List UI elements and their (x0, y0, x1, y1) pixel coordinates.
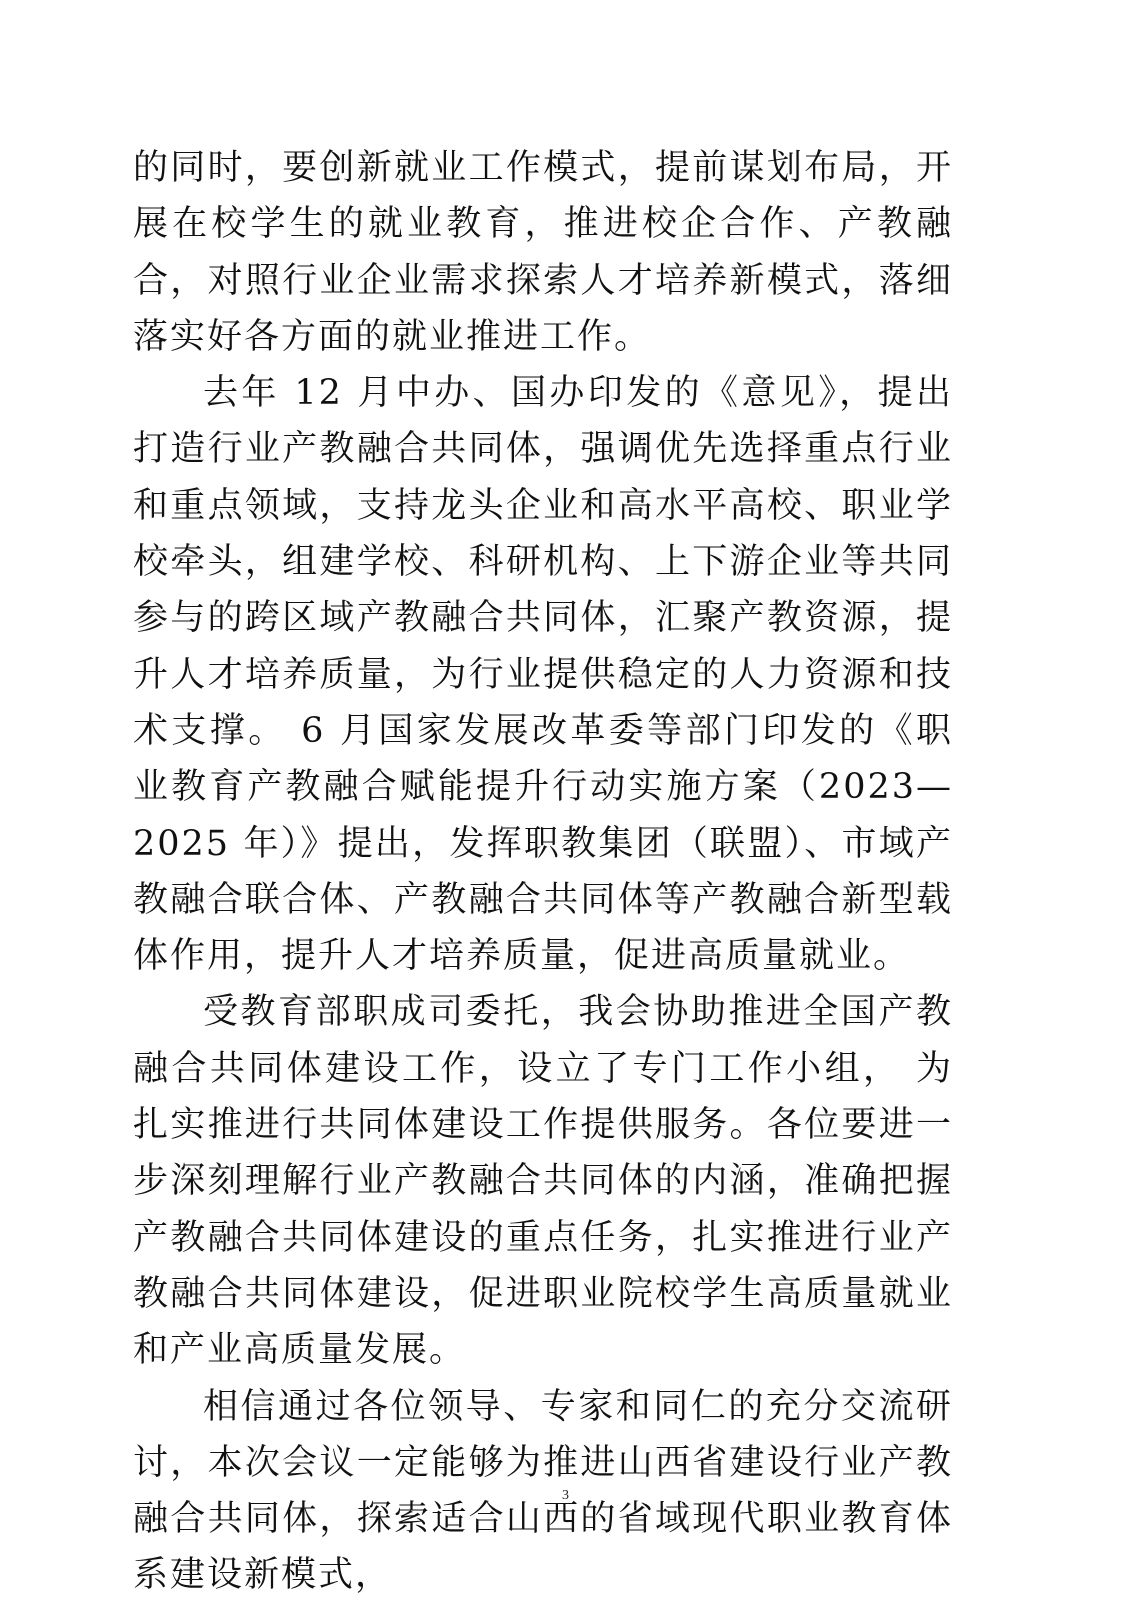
paragraph-ministry-commission: 受教育部职成司委托，我会协助推进全国产教融合共同体建设工作，设立了专门工作小组， 为扎实推进行共同体建设工作提供服务。各位要进一步深刻理解行业产教融合共同体的内涵，准确把握产教融合共同体建设的重点任务，扎实推进行业产教融合共同体建设，促进职业院校学生高质量就业和产业高质量发展。 (133, 992, 953, 1371)
page-number: 3 (562, 1488, 569, 1503)
paragraph-policy-opinions: 去年 12 月中办、国办印发的《意见》，提出打造行业产教融合共同体，强调优先选择重点行业和重点领域，支持龙头企业和高水平高校、职业学校牵头，组建学校、科研机构、上下游企业等共同参与的跨区域产教融合共同体，汇聚产教资源，提升人才培养质量，为行业提供稳定的人力资源和技术支撑。 6 月国家发展改革委等部门印发的《职业教育产教融合赋能提升行动实施方案（2023—2025 年）》提出，发挥职教集团（联盟）、市域产教融合联合体、产教融合共同体等产教融合新型载体作用，提升人才培养质量，促进高质量就业。 (133, 373, 953, 977)
paragraph-conclusion: 相信通过各位领导、专家和同仁的充分交流研讨，本次会议一定能够为推进山西省建设行业产教融合共同体，探索适合山西的省域现代职业教育体系建设新模式， (133, 1386, 953, 1596)
paragraph-continuation: 的同时，要创新就业工作模式，提前谋划布局，开展在校学生的就业教育，推进校企合作、产教融合，对照行业企业需求探索人才培养新模式，落细落实好各方面的就业推进工作。 (133, 148, 953, 357)
body-text (133, 140, 953, 1604)
